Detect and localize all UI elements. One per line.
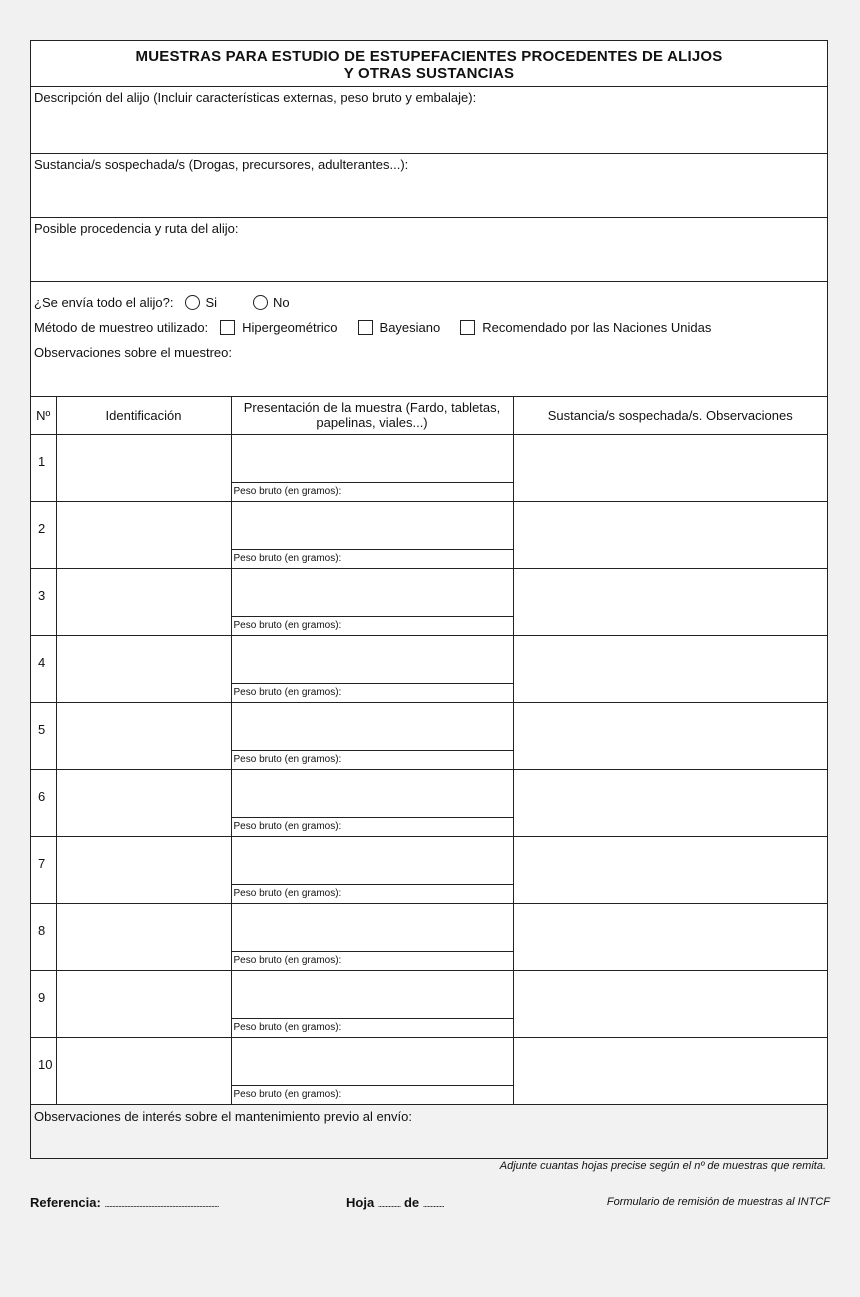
- envia-row: [34, 290, 824, 315]
- referencia: [30, 1195, 218, 1210]
- peso-bruto-field[interactable]: [232, 884, 513, 903]
- table-row: [31, 501, 827, 568]
- row-number: 9: [31, 970, 56, 1037]
- referencia-label: Referencia:: [30, 1195, 101, 1210]
- peso-bruto-field[interactable]: [232, 1018, 513, 1037]
- de-dots: ..............: [422, 1199, 444, 1209]
- identificacion-cell[interactable]: [56, 434, 231, 501]
- procedencia-field[interactable]: [31, 218, 827, 282]
- identificacion-cell[interactable]: [56, 1037, 231, 1104]
- peso-bruto-label: Peso bruto (en gramos):: [233, 619, 342, 631]
- identificacion-cell[interactable]: [56, 501, 231, 568]
- table-row: [31, 903, 827, 970]
- si-radio[interactable]: [185, 295, 200, 310]
- samples-table-header: [31, 397, 827, 434]
- row-number: 5: [31, 702, 56, 769]
- identificacion-cell[interactable]: [56, 568, 231, 635]
- sustancia-cell[interactable]: [513, 1037, 827, 1104]
- sampling-options: [31, 282, 827, 397]
- peso-bruto-field[interactable]: [232, 683, 513, 702]
- observaciones-envio-label: Observaciones de interés sobre el mantenimiento previo al envío:: [34, 1108, 412, 1124]
- table-row: [31, 568, 827, 635]
- presentacion-cell[interactable]: [231, 769, 513, 836]
- referencia-dots: ............................................................................: [104, 1199, 219, 1209]
- presentacion-cell[interactable]: [231, 970, 513, 1037]
- hoja: [346, 1195, 444, 1210]
- descripcion-label: Descripción del alijo (Incluir características externas, peso bruto y embalaje):: [34, 90, 477, 105]
- sustancia-cell[interactable]: [513, 434, 827, 501]
- row-number: 2: [31, 501, 56, 568]
- presentacion-cell[interactable]: [231, 635, 513, 702]
- de-label: de: [403, 1195, 420, 1210]
- header-num: Nº: [31, 397, 56, 434]
- descripcion-field[interactable]: [31, 87, 827, 154]
- peso-bruto-field[interactable]: [232, 750, 513, 769]
- row-number: 7: [31, 836, 56, 903]
- sustancia-cell[interactable]: [513, 769, 827, 836]
- identificacion-cell[interactable]: [56, 769, 231, 836]
- no-radio[interactable]: [253, 295, 268, 310]
- presentacion-cell[interactable]: [231, 903, 513, 970]
- peso-bruto-label: Peso bruto (en gramos):: [233, 820, 342, 832]
- peso-bruto-label: Peso bruto (en gramos):: [233, 954, 342, 966]
- presentacion-cell[interactable]: [231, 501, 513, 568]
- sample-form: [30, 40, 828, 1159]
- identificacion-cell[interactable]: [56, 635, 231, 702]
- sustancia-cell[interactable]: [513, 568, 827, 635]
- sustancia-cell[interactable]: [513, 635, 827, 702]
- presentacion-cell[interactable]: [231, 836, 513, 903]
- table-row: [31, 702, 827, 769]
- metodo-label: Método de muestreo utilizado:: [34, 320, 209, 335]
- identificacion-cell[interactable]: [56, 970, 231, 1037]
- observaciones-muestreo-row[interactable]: [34, 340, 824, 365]
- footnote: Adjunte cuantas hojas precise según el nº de muestras que remita.: [499, 1160, 826, 1172]
- sustancia-cell[interactable]: [513, 702, 827, 769]
- envia-label: ¿Se envía todo el alijo?:: [34, 295, 174, 310]
- form-title-line2: Y OTRAS SUSTANCIAS: [343, 65, 515, 82]
- row-number: 1: [31, 434, 56, 501]
- peso-bruto-field[interactable]: [232, 1085, 513, 1104]
- bayesiano-label: Bayesiano: [379, 320, 441, 335]
- table-row: [31, 836, 827, 903]
- header-identificacion: Identificación: [56, 397, 231, 434]
- peso-bruto-field[interactable]: [232, 482, 513, 501]
- identificacion-cell[interactable]: [56, 702, 231, 769]
- peso-bruto-field[interactable]: [232, 817, 513, 836]
- table-row: [31, 635, 827, 702]
- procedencia-label: Posible procedencia y ruta del alijo:: [34, 221, 239, 236]
- bayesiano-checkbox[interactable]: [358, 320, 373, 335]
- header-presentacion: Presentación de la muestra (Fardo, tabletas, papelinas, viales...): [231, 397, 513, 434]
- observaciones-envio-field[interactable]: [31, 1105, 827, 1158]
- peso-bruto-label: Peso bruto (en gramos):: [233, 485, 342, 497]
- peso-bruto-field[interactable]: [232, 951, 513, 970]
- presentacion-cell[interactable]: [231, 568, 513, 635]
- observaciones-muestreo-label: Observaciones sobre el muestreo:: [34, 345, 232, 360]
- row-number: 8: [31, 903, 56, 970]
- peso-bruto-label: Peso bruto (en gramos):: [233, 753, 342, 765]
- form-title-line1: MUESTRAS PARA ESTUDIO DE ESTUPEFACIENTES PROCEDENTES DE ALIJOS: [135, 48, 723, 65]
- sustancia-field[interactable]: [31, 154, 827, 218]
- peso-bruto-field[interactable]: [232, 549, 513, 568]
- hoja-dots: ...............: [377, 1199, 401, 1209]
- onu-label: Recomendado por las Naciones Unidas: [482, 320, 712, 335]
- peso-bruto-label: Peso bruto (en gramos):: [233, 1021, 342, 1033]
- no-label: No: [273, 295, 290, 310]
- metodo-row: [34, 315, 824, 340]
- header-sustancia: Sustancia/s sospechada/s. Observaciones: [513, 397, 827, 434]
- onu-checkbox[interactable]: [460, 320, 475, 335]
- table-row: [31, 1037, 827, 1104]
- sustancia-cell[interactable]: [513, 836, 827, 903]
- table-row: [31, 769, 827, 836]
- sustancia-cell[interactable]: [513, 501, 827, 568]
- form-title: [31, 41, 827, 87]
- peso-bruto-label: Peso bruto (en gramos):: [233, 686, 342, 698]
- sustancia-cell[interactable]: [513, 970, 827, 1037]
- samples-table: [31, 397, 827, 1105]
- table-row: [31, 434, 827, 501]
- row-number: 10: [31, 1037, 56, 1104]
- hoja-label: Hoja: [346, 1195, 375, 1210]
- table-row: [31, 970, 827, 1037]
- si-label: Si: [205, 295, 218, 310]
- peso-bruto-label: Peso bruto (en gramos):: [233, 552, 342, 564]
- peso-bruto-field[interactable]: [232, 616, 513, 635]
- identificacion-cell[interactable]: [56, 836, 231, 903]
- peso-bruto-label: Peso bruto (en gramos):: [233, 887, 342, 899]
- formulario-ref: Formulario de remisión de muestras al INTCF: [606, 1196, 830, 1208]
- sustancia-label: Sustancia/s sospechada/s (Drogas, precursores, adulterantes...):: [34, 157, 409, 172]
- presentacion-cell[interactable]: [231, 434, 513, 501]
- identificacion-cell[interactable]: [56, 903, 231, 970]
- row-number: 4: [31, 635, 56, 702]
- row-number: 3: [31, 568, 56, 635]
- row-number: 6: [31, 769, 56, 836]
- hipergeometrico-checkbox[interactable]: [220, 320, 235, 335]
- presentacion-cell[interactable]: [231, 702, 513, 769]
- presentacion-cell[interactable]: [231, 1037, 513, 1104]
- peso-bruto-label: Peso bruto (en gramos):: [233, 1088, 342, 1100]
- hipergeometrico-label: Hipergeométrico: [242, 320, 338, 335]
- sustancia-cell[interactable]: [513, 903, 827, 970]
